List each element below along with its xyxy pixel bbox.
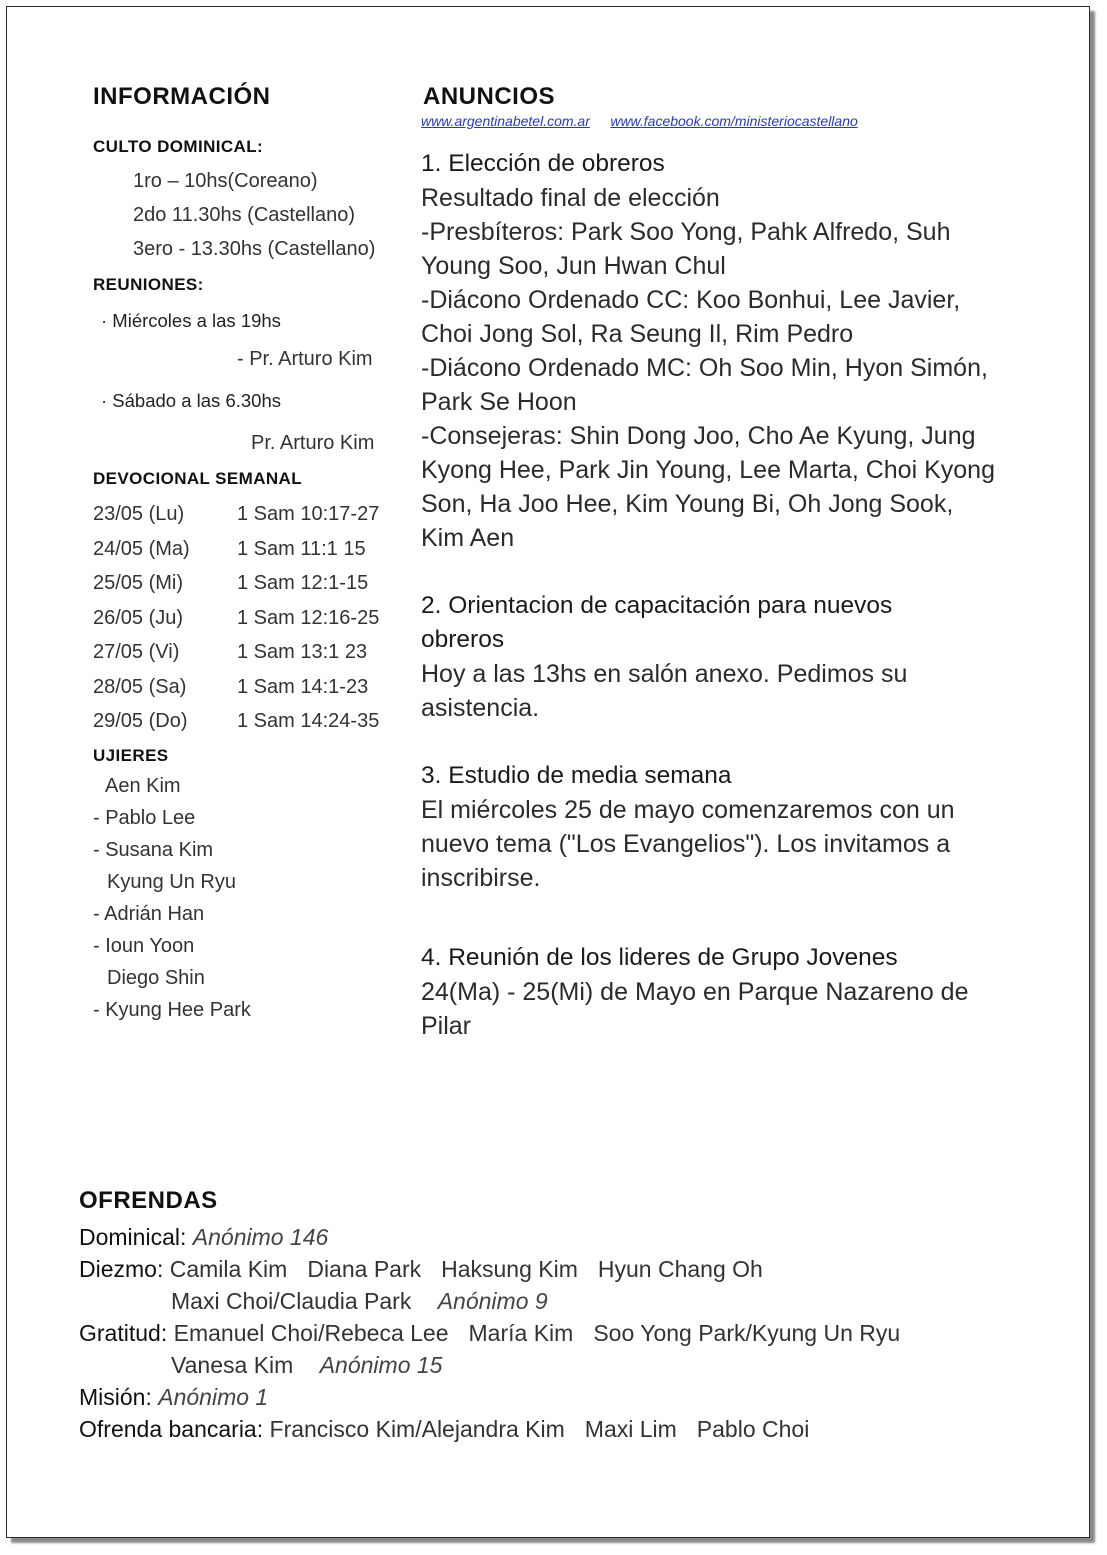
ofrenda-label: Gratitud: (79, 1320, 168, 1346)
ofrenda-diezmo-cont (171, 1285, 548, 1317)
announcement-body (421, 181, 995, 555)
announcement-line: Choi Jong Sol, Ra Seung Il, Rim Pedro (421, 320, 854, 348)
devocional-date: 28/05 (Sa) (93, 675, 187, 698)
ujier-name: - Pablo Lee (93, 807, 196, 829)
announcement-line: El miércoles 25 de mayo comenzaremos con un (421, 796, 955, 824)
announcement-line: -Consejeras: Shin Dong Joo, Cho Ae Kyung, Jung (421, 422, 976, 450)
ujier-name: - Ioun Yoon (93, 935, 195, 957)
devocional-reading: 1 Sam 12:16-25 (237, 606, 380, 629)
announcement-line: Resultado final de elección (421, 184, 720, 212)
announcement-line: Young Soo, Jun Hwan Chul (421, 252, 726, 280)
devocional-date: 23/05 (Lu) (93, 503, 185, 525)
ofrenda-names (270, 1416, 810, 1442)
announcement-heading-cont: obreros (421, 626, 505, 653)
culto-item: 1ro – 10hs(Coreano) (133, 170, 318, 192)
ofrenda-gratitud-cont (171, 1349, 442, 1381)
devocional-heading: DEVOCIONAL SEMANAL (93, 469, 303, 488)
announcement-line: Son, Ha Joo Hee, Kim Young Bi, Oh Jong Sook, (421, 490, 954, 518)
devocional-reading: 1 Sam 14:1-23 (237, 675, 369, 698)
ofrenda-names (171, 1352, 293, 1378)
ofrenda-names (171, 1288, 411, 1314)
ujier-name: - Kyung Hee Park (93, 999, 251, 1021)
ofrendas-title: OFRENDAS (79, 1187, 218, 1214)
reunion-item: · Miércoles a las 19hs (101, 310, 281, 331)
announcement-line: Park Se Hoon (421, 388, 577, 416)
devocional-reading: 1 Sam 13:1 23 (237, 641, 368, 663)
ofrenda-dominical (79, 1221, 328, 1253)
announcement-line: -Diácono Ordenado MC: Oh Soo Min, Hyon Simón, (421, 354, 988, 382)
ofrenda-label: Misión: (79, 1384, 152, 1410)
anuncios-title: ANUNCIOS (423, 83, 556, 110)
announcement-line: Hoy a las 13hs en salón anexo. Pedimos su (421, 660, 908, 688)
ofrenda-names (170, 1256, 763, 1282)
donor-name: Emanuel Choi/Rebeca Lee (173, 1320, 449, 1346)
announcement-1 (421, 147, 995, 555)
announcement-line: asistencia. (421, 694, 540, 722)
donor-name: Haksung Kim (441, 1256, 578, 1282)
website-link[interactable]: www.argentinabetel.com.ar (421, 113, 590, 129)
facebook-link[interactable]: www.facebook.com/ministeriocastellano (610, 113, 858, 129)
ujieres-heading: UJIERES (93, 746, 169, 765)
announcement-line: nuevo tema ("Los Evangelios"). Los invitamos a (421, 830, 951, 858)
donor-name: Soo Yong Park/Kyung Un Ryu (593, 1320, 901, 1346)
info-title: INFORMACIÓN (93, 83, 271, 110)
announcement-heading: 2. Orientacion de capacitación para nuevos (421, 592, 893, 619)
reuniones-heading: REUNIONES: (93, 275, 204, 294)
announcement-4 (421, 941, 969, 1043)
announcement-body (421, 793, 955, 895)
culto-item: 3ero - 13.30hs (Castellano) (133, 238, 376, 260)
devocional-date: 26/05 (Ju) (93, 606, 184, 629)
bulletin-page (6, 6, 1090, 1538)
ofrenda-label: Ofrenda bancaria: (79, 1416, 264, 1442)
devocional-reading: 1 Sam 11:1 15 (237, 537, 366, 560)
ujier-name: - Susana Kim (93, 839, 214, 861)
devocional-reading: 1 Sam 14:24-35 (237, 710, 380, 732)
reunion-item: · Sábado a las 6.30hs (101, 390, 281, 411)
announcement-line: Pilar (421, 1012, 472, 1040)
announcement-heading: 4. Reunión de los lideres de Grupo Jovenes (421, 944, 898, 971)
ofrenda-bancaria (79, 1413, 809, 1445)
announcement-body (421, 975, 969, 1043)
announcement-heading: 1. Elección de obreros (421, 150, 665, 177)
devocional-date: 29/05 (Do) (93, 710, 188, 732)
devocional-reading: 1 Sam 12:1-15 (237, 572, 369, 594)
announcement-line: Kim Aen (421, 524, 515, 552)
ofrenda-anonymous: Anónimo 9 (437, 1288, 548, 1314)
ofrenda-names (174, 1320, 901, 1346)
donor-name: Maxi Lim (584, 1416, 677, 1442)
announcement-2 (421, 589, 907, 725)
donor-name: Pablo Choi (696, 1416, 810, 1442)
donor-name: Francisco Kim/Alejandra Kim (269, 1416, 565, 1442)
ofrenda-anonymous: Anónimo 1 (158, 1384, 269, 1410)
ofrenda-label: Diezmo: (79, 1256, 164, 1282)
donor-name: Diana Park (307, 1256, 422, 1282)
ofrenda-mision (79, 1381, 268, 1413)
announcement-line: inscribirse. (421, 864, 541, 892)
culto-heading: CULTO DOMINICAL: (93, 137, 264, 156)
reunion-leader: - Pr. Arturo Kim (237, 348, 373, 370)
ofrenda-diezmo (79, 1253, 763, 1285)
reunion-leader: Pr. Arturo Kim (251, 432, 375, 454)
devocional-date: 25/05 (Mi) (93, 572, 184, 594)
donor-name: Vanesa Kim (171, 1352, 294, 1378)
anuncios-links (421, 113, 874, 131)
announcement-3 (421, 759, 955, 895)
announcement-body (421, 657, 907, 725)
devocional-reading: 1 Sam 10:17-27 (237, 503, 380, 525)
announcement-heading: 3. Estudio de media semana (421, 762, 732, 789)
devocional-date: 27/05 (Vi) (93, 641, 180, 663)
announcement-line: 24(Ma) - 25(Mi) de Mayo en Parque Nazareno de (421, 978, 969, 1006)
announcement-line: -Presbíteros: Park Soo Yong, Pahk Alfredo, Suh (421, 218, 951, 246)
announcement-line: Kyong Hee, Park Jin Young, Lee Marta, Choi Kyong (421, 456, 995, 484)
ofrenda-anonymous: Anónimo 146 (192, 1224, 329, 1250)
ujier-name: Aen Kim (105, 775, 181, 797)
culto-item: 2do 11.30hs (Castellano) (133, 204, 355, 226)
donor-name: María Kim (468, 1320, 574, 1346)
ujier-name: Kyung Un Ryu (107, 871, 236, 893)
ujier-name: Diego Shin (107, 967, 205, 989)
ofrenda-label: Dominical: (79, 1224, 187, 1250)
donor-name: Camila Kim (169, 1256, 288, 1282)
donor-name: Maxi Choi/Claudia Park (171, 1288, 412, 1314)
ofrenda-anonymous: Anónimo 15 (319, 1352, 443, 1378)
devocional-date: 24/05 (Ma) (93, 537, 190, 560)
donor-name: Hyun Chang Oh (597, 1256, 763, 1282)
announcement-line: -Diácono Ordenado CC: Koo Bonhui, Lee Javier, (421, 286, 961, 314)
ofrenda-gratitud (79, 1317, 900, 1349)
ujier-name: - Adrián Han (93, 903, 205, 925)
